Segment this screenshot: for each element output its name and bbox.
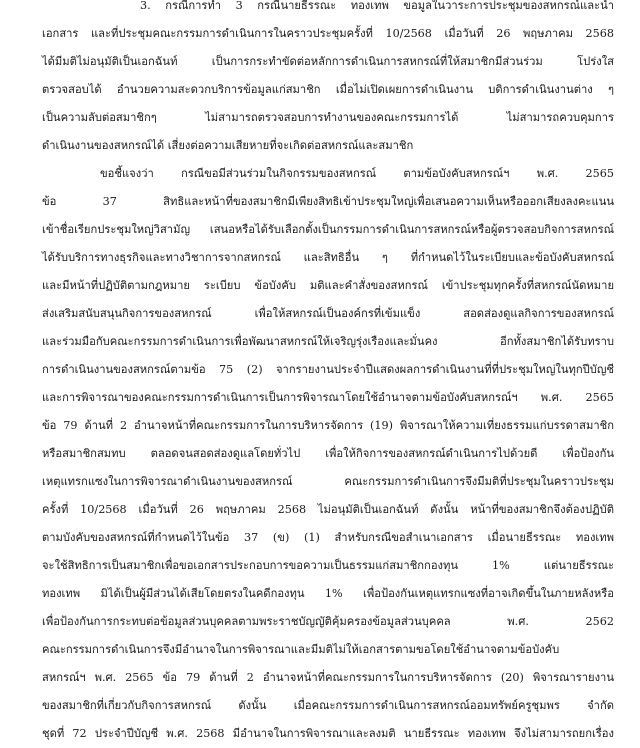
text-line: หรือสมาชิกสมทบ ตลอดจนสอดส่องดูแลโดยทั่วไป เพื่อให้กิจการของสหกรณ์ดำเนินการไปด้วยดี เพื่อป้องกัน	[42, 447, 614, 460]
text-line: ตามบังคับของสหกรณ์ที่กำหนดไว้ในข้อ 37 (ข) (1) สำหรับกรณีขอสำเนาเอกสาร เมื่อนายธีรรณะ ทองเทพ	[42, 531, 614, 544]
text-line: จะใช้สิทธิการเป็นสมาชิกเพื่อขอเอกสารประกอบการขอความเป็นธรรมแก่สมาชิกกองทุน 1% แต่นายธีรรณะ	[42, 559, 614, 572]
text-line: ทองเทพ มิได้เป็นผู้มีส่วนได้เสียโดยตรงในคดีกองทุน 1% เพื่อป้องกันเหตุแทรกแซงที่อาจเกิดขึ้นในภายหลังหรือ	[42, 587, 614, 600]
text-line: เป็นความลับต่อสมาชิกๆ ไม่สามารถตรวจสอบการทำงานของคณะกรรมการได้ ไม่สามารถควบคุมการ	[42, 111, 614, 124]
text-line: ข้อ 79 ด้านที่ 2 อำนาจหน้าที่คณะกรรมการในการบริหารจัดการ (19) พิจารณาให้ความเที่ยงธรรมแก่บรรดาสมาชิก	[42, 419, 614, 432]
text-line: ดำเนินงานของสหกรณ์ได้ เสี่ยงต่อความเสียหายที่จะเกิดต่อสหกรณ์และสมาชิก	[42, 139, 414, 152]
text-line: การดำเนินงานของสหกรณ์ตามข้อ 75 (2) จากรายงานประจำปีแสดงผลการดำเนินงานที่ที่ประชุมใหญ่ในทุกปีบัญชี	[42, 363, 614, 376]
text-line: และการพิจารณาของคณะกรรมการดำเนินการเป็นการพิจารณาโดยใช้อำนาจตามข้อบังคับสหกรณ์ฯ พ.ศ. 2565	[42, 391, 614, 404]
text-line: และร่วมมือกับคณะกรรมการดำเนินการเพื่อพัฒนาสหกรณ์ให้เจริญรุ่งเรืองและมั่นคง อีกทั้งสมาชิกได้รับทราบ	[42, 335, 614, 348]
text-line: ตรวจสอบได้ อำนวยความสะดวกบริการข้อมูลแก่สมาชิก เมื่อไม่เปิดเผยการดำเนินงาน บดิการดำเนินงานต่าง ๆ	[42, 83, 614, 96]
paragraph-clarification	[42, 160, 614, 748]
text-line: ขอชี้แจงว่า กรณีขอมีส่วนร่วมในกิจกรรมของสหกรณ์ ตามข้อบังคับสหกรณ์ฯ พ.ศ. 2565	[100, 167, 614, 180]
text-line: และมีหน้าที่ปฏิบัติตามกฎหมาย ระเบียบ ข้อบังคับ มติและคำสั่งของสหกรณ์ เข้าประชุมทุกครั้งที่สหกรณ์นัดหมาย	[42, 279, 614, 292]
text-line: ครั้งที่ 10/2568 เมื่อวันที่ 26 พฤษภาคม 2568 ไม่อนุมัติเป็นเอกฉันท์ ดังนั้น หน้าที่ของสมาชิกจึงต้องปฏิบัติ	[42, 503, 614, 516]
text-line: ได้รับบริการทางธุรกิจและทางวิชาการจากสหกรณ์ และสิทธิอื่น ๆ ที่กำหนดไว้ในระเบียบและข้อบังคับสหกรณ์	[42, 251, 614, 264]
text-line: ข้อ 37 สิทธิและหน้าที่ของสมาชิกมีเพียงสิทธิเข้าประชุมใหญ่เพื่อเสนอความเห็นหรือออกเสียงลงคะแนน	[42, 195, 614, 208]
text-line: เหตุแทรกแซงในการพิจารณาดำเนินงานของสหกรณ์ คณะกรรมการดำเนินการจึงมีมติที่ประชุมในคราวประชุม	[42, 475, 614, 488]
text-line: ของสมาชิกที่เกี่ยวกับกิจการสหกรณ์ ดังนั้น เมื่อคณะกรรมการดำเนินการสหกรณ์ออมทรัพย์ครูชุมพร จำกัด	[42, 699, 614, 712]
text-line: เพื่อป้องกันการกระทบต่อข้อมูลส่วนบุคคลตามพระราชบัญญัติคุ้มครองข้อมูลส่วนบุคคล พ.ศ. 2562	[42, 615, 614, 628]
text-line: 3. กรณีการทำ 3 กรณีนายธีรรณะ ทองเทพ ขอมูลในวาระการประชุมของสหกรณ์และนำ	[140, 0, 614, 12]
paragraph-item-3	[42, 0, 614, 160]
text-line: ส่งเสริมสนับสนุนกิจการของสหกรณ์ เพื่อให้สหกรณ์เป็นองค์กรที่เข้มแข็ง สอดส่องดูแลกิจการของสหกรณ์	[42, 307, 614, 320]
text-line: เอกสาร และที่ประชุมคณะกรรมการดำเนินการในคราวประชุมครั้งที่ 10/2568 เมื่อวันที่ 26 พฤษภาคม 2568	[42, 27, 614, 40]
text-line: คณะกรรมการดำเนินการจึงมีอำนาจในการพิจารณาและมีมติไม่ให้เอกสารตามขอโดยใช้อำนาจตามข้อบังคับ	[42, 643, 560, 656]
text-line: ชุดที่ 72 ประจำปีบัญชี พ.ศ. 2568 มีอำนาจในการพิจารณาและลงมติ นายธีรรณะ ทองเทพ จึงไม่สามารถยกเรื่อง	[42, 727, 614, 740]
document-body	[42, 0, 614, 748]
text-line: เข้าชื่อเรียกประชุมใหญ่วิสามัญ เสนอหรือได้รับเลือกตั้งเป็นกรรมการดำเนินการสหกรณ์หรือผู้ตรวจสอบกิจการสหกรณ์	[42, 223, 614, 236]
text-line: สหกรณ์ฯ พ.ศ. 2565 ข้อ 79 ด้านที่ 2 อำนาจหน้าที่คณะกรรมการในการบริหารจัดการ (20) พิจารณารายงาน	[42, 671, 614, 684]
text-line: ได้มีมติไม่อนุมัติเป็นเอกฉันท์ เป็นการกระทำขัดต่อหลักการดำเนินการสหกรณ์ที่ให้สมาชิกมีส่วนร่วม โปร่งใส	[42, 55, 614, 68]
